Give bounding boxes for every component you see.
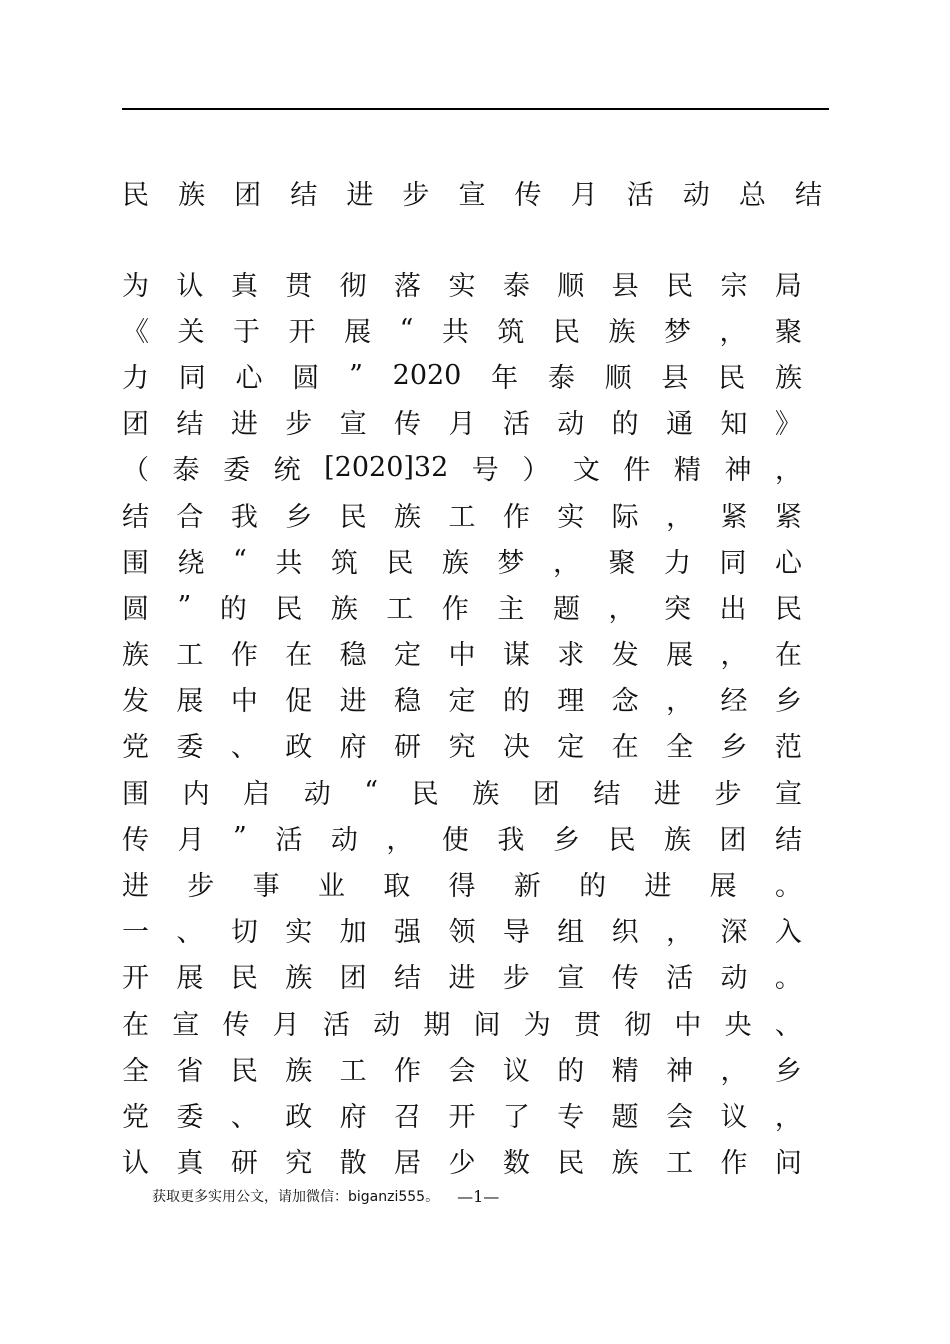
text-token: 了	[502, 1101, 530, 1133]
text-token: 结	[394, 963, 422, 995]
text-token: 紧	[774, 501, 802, 533]
text-token: 究	[448, 732, 476, 764]
title-char: 传	[514, 179, 542, 211]
text-token: 定	[448, 686, 476, 718]
text-token: 聚	[608, 547, 636, 579]
text-token: 贯	[285, 270, 313, 302]
text-token: 月	[272, 1009, 300, 1041]
text-token: 、	[230, 1101, 258, 1133]
text-token: 局	[774, 270, 802, 302]
text-token: 切	[230, 917, 258, 949]
text-token: 力	[122, 362, 149, 394]
text-token: 新	[513, 871, 541, 903]
text-token: 主	[497, 593, 525, 625]
text-token: 全	[122, 1055, 149, 1087]
text-line	[122, 260, 802, 306]
text-token: ”	[177, 590, 192, 622]
text-token: 际	[611, 501, 639, 533]
text-line	[122, 1138, 802, 1184]
text-token: 团	[719, 824, 747, 856]
text-line	[122, 999, 802, 1045]
text-token: 同	[719, 547, 747, 579]
text-token: 中	[230, 686, 258, 718]
text-token: 精	[673, 455, 701, 487]
text-token: 作	[720, 1148, 748, 1180]
text-token: 为	[523, 1009, 551, 1041]
text-token: 合	[176, 501, 204, 533]
text-token: 族	[330, 593, 358, 625]
text-token: 的	[611, 409, 639, 441]
text-token: 中	[448, 640, 476, 672]
text-token: 统	[273, 455, 301, 487]
text-token: 民	[666, 270, 694, 302]
text-token: 政	[285, 732, 313, 764]
text-token: 族	[608, 316, 636, 348]
text-token: 党	[122, 1101, 149, 1133]
text-token: 泰	[172, 455, 200, 487]
text-token: 民	[275, 593, 303, 625]
text-token: 同	[178, 362, 206, 394]
text-token: 展	[344, 316, 372, 348]
text-token: 业	[317, 871, 345, 903]
text-token: “	[364, 775, 379, 807]
title-char: 结	[290, 179, 318, 211]
text-token: 。	[774, 871, 802, 903]
text-token: 泰	[502, 270, 530, 302]
text-token: 在	[611, 732, 639, 764]
text-token: 题	[611, 1101, 639, 1133]
text-token: 族	[394, 501, 422, 533]
text-token: ，	[666, 501, 694, 533]
text-token: ，	[608, 593, 636, 625]
text-line	[122, 907, 802, 953]
text-token: 民	[339, 501, 367, 533]
text-token: ”	[233, 821, 247, 853]
text-token: 月	[177, 824, 205, 856]
text-token: 月	[448, 409, 476, 441]
text-token: 力	[663, 547, 691, 579]
text-token: ，	[774, 455, 802, 487]
text-token: 心	[775, 547, 802, 579]
text-token: 织	[611, 917, 639, 949]
text-token: 间	[473, 1009, 501, 1041]
text-token: 究	[285, 1148, 313, 1180]
text-token: 进	[644, 871, 672, 903]
text-token: 动	[720, 963, 748, 995]
text-token: 取	[383, 871, 411, 903]
text-token: 梦	[497, 547, 525, 579]
text-line	[122, 583, 802, 629]
text-token: 》	[774, 409, 802, 441]
text-token: 2020	[392, 359, 462, 391]
text-token: 族	[122, 640, 149, 672]
footer	[152, 1184, 499, 1208]
text-token: 深	[720, 917, 748, 949]
text-token: 作	[230, 640, 258, 672]
text-token: 族	[285, 963, 313, 995]
text-token: 研	[394, 732, 422, 764]
text-token: 居	[394, 1148, 422, 1180]
text-token: 民	[230, 1055, 258, 1087]
text-token: ，	[552, 547, 580, 579]
text-token: 在	[285, 640, 313, 672]
text-token: 精	[611, 1055, 639, 1087]
text-token: 展	[666, 640, 694, 672]
text-token: 专	[557, 1101, 585, 1133]
text-token: 梦	[663, 316, 691, 348]
text-token: ，	[720, 1055, 748, 1087]
text-token: 心	[235, 362, 263, 394]
text-token: 族	[285, 1055, 313, 1087]
text-token: 加	[339, 917, 367, 949]
text-token: 进	[122, 871, 149, 903]
text-token: 、	[774, 1009, 802, 1041]
text-token: 传	[122, 824, 149, 856]
title-char: 动	[682, 179, 710, 211]
text-token: 政	[285, 1101, 313, 1133]
text-token: 县	[661, 362, 689, 394]
text-token: 乡	[285, 501, 313, 533]
text-token: 决	[502, 732, 530, 764]
title-char: 步	[402, 179, 430, 211]
text-token: 展	[176, 686, 204, 718]
text-line	[122, 537, 802, 583]
text-token: 委	[176, 732, 204, 764]
text-token: 顺	[557, 270, 585, 302]
text-token: 突	[663, 593, 691, 625]
text-line	[122, 630, 802, 676]
text-token: 彻	[624, 1009, 652, 1041]
text-token: 央	[724, 1009, 752, 1041]
text-token: 彻	[339, 270, 367, 302]
text-line	[122, 768, 802, 814]
page-number: —1—	[457, 1186, 500, 1206]
text-token: （	[122, 455, 149, 487]
title-char: 族	[178, 179, 206, 211]
text-token: 为	[122, 270, 149, 302]
text-token: 团	[532, 778, 560, 810]
text-token: 筑	[497, 316, 525, 348]
text-token: 府	[339, 1101, 367, 1133]
text-token: 件	[623, 455, 651, 487]
text-token: 团	[339, 963, 367, 995]
text-token: 团	[122, 409, 149, 441]
text-token: “	[399, 313, 414, 345]
text-token: 进	[339, 686, 367, 718]
text-line	[122, 722, 802, 768]
text-line	[122, 1045, 802, 1091]
text-token: 民	[230, 963, 258, 995]
text-token: 进	[448, 963, 476, 995]
text-token: 进	[653, 778, 681, 810]
header-rule	[122, 108, 829, 110]
text-token: 落	[394, 270, 422, 302]
text-token: 党	[122, 732, 149, 764]
text-token: 委	[176, 1101, 204, 1133]
text-token: 开	[122, 963, 149, 995]
text-token: 进	[230, 409, 258, 441]
text-token: 研	[230, 1148, 258, 1180]
title-char: 进	[346, 179, 374, 211]
text-token: 的	[502, 686, 530, 718]
text-token: 认	[122, 1148, 149, 1180]
text-token: 圆	[292, 362, 320, 394]
text-token: 真	[176, 1148, 204, 1180]
text-token: 内	[182, 778, 210, 810]
text-token: 民	[775, 593, 802, 625]
text-token: 委	[223, 455, 251, 487]
text-token: 宣	[339, 409, 367, 441]
text-token: 求	[557, 640, 585, 672]
text-token: 少	[448, 1148, 476, 1180]
text-token: 宣	[775, 778, 802, 810]
text-token: 在	[774, 640, 802, 672]
text-token: 发	[611, 640, 639, 672]
text-token: 传	[222, 1009, 250, 1041]
text-token: 结	[176, 409, 204, 441]
text-token: 宗	[720, 270, 748, 302]
title-char: 总	[738, 179, 766, 211]
text-token: 族	[472, 778, 500, 810]
text-token: 民	[411, 778, 439, 810]
text-token: ，	[666, 917, 694, 949]
text-token: 宣	[172, 1009, 200, 1041]
text-token: 泰	[547, 362, 575, 394]
text-token: 乡	[552, 824, 580, 856]
text-token: 族	[663, 824, 691, 856]
text-token: 工	[666, 1148, 694, 1180]
text-token: 共	[441, 316, 469, 348]
title-char: 结	[794, 179, 822, 211]
text-line	[122, 860, 802, 906]
text-token: 一	[122, 917, 149, 949]
text-token: 省	[176, 1055, 204, 1087]
text-token: 范	[774, 732, 802, 764]
text-token: 结	[775, 824, 802, 856]
title-char: 月	[570, 179, 598, 211]
text-token: 年	[491, 362, 519, 394]
text-token: 的	[579, 871, 607, 903]
text-token: 全	[666, 732, 694, 764]
text-token: 文	[572, 455, 600, 487]
text-token: ，	[666, 686, 694, 718]
text-token: 府	[339, 732, 367, 764]
text-token: 传	[394, 409, 422, 441]
text-token: 民	[718, 362, 746, 394]
text-token: 实	[285, 917, 313, 949]
text-token: 念	[611, 686, 639, 718]
text-token: 稳	[339, 640, 367, 672]
text-token: 散	[339, 1148, 367, 1180]
text-token: 动	[557, 409, 585, 441]
text-token: 作	[441, 593, 469, 625]
text-token: 认	[176, 270, 204, 302]
text-token: 步	[285, 409, 313, 441]
text-token: 启	[243, 778, 271, 810]
text-token: 、	[230, 732, 258, 764]
title-char: 宣	[458, 179, 486, 211]
text-token: 开	[288, 316, 316, 348]
text-token: 通	[666, 409, 694, 441]
text-token: 宣	[557, 963, 585, 995]
text-token: 贯	[573, 1009, 601, 1041]
text-token: 经	[720, 686, 748, 718]
text-token: 我	[497, 824, 525, 856]
text-token: 展	[709, 871, 737, 903]
text-line	[122, 491, 802, 537]
text-token: 工	[448, 501, 476, 533]
text-token: ”	[349, 359, 363, 391]
title-char: 民	[122, 179, 149, 211]
text-token: 结	[122, 501, 149, 533]
text-token: 开	[448, 1101, 476, 1133]
text-token: 题	[552, 593, 580, 625]
text-token: 导	[502, 917, 530, 949]
text-token: 于	[233, 316, 261, 348]
text-token: 实	[448, 270, 476, 302]
text-token: 。	[774, 963, 802, 995]
text-token: 得	[448, 871, 476, 903]
text-token: 族	[441, 547, 469, 579]
text-token: 围	[122, 778, 149, 810]
text-token: 会	[448, 1055, 476, 1087]
text-line	[122, 445, 802, 491]
text-line	[122, 352, 802, 398]
text-token: 步	[187, 871, 215, 903]
text-token: ，	[719, 316, 747, 348]
text-token: 乡	[774, 686, 802, 718]
text-token: 活	[275, 824, 303, 856]
text-token: 议	[720, 1101, 748, 1133]
text-token: 结	[593, 778, 621, 810]
text-token: 期	[423, 1009, 451, 1041]
text-token: 筑	[330, 547, 358, 579]
text-token: 展	[176, 963, 204, 995]
text-token: 活	[322, 1009, 350, 1041]
text-token: 圆	[122, 593, 149, 625]
text-token: ，	[720, 640, 748, 672]
text-token: 作	[394, 1055, 422, 1087]
text-token: 围	[122, 547, 149, 579]
text-token: 议	[502, 1055, 530, 1087]
text-token: ）	[522, 455, 550, 487]
text-token: 动	[303, 778, 331, 810]
text-token: 的	[557, 1055, 585, 1087]
text-token: 乡	[774, 1055, 802, 1087]
text-token: 知	[720, 409, 748, 441]
text-token: 入	[774, 917, 802, 949]
text-token: 活	[666, 963, 694, 995]
text-token: 真	[230, 270, 258, 302]
text-token: 民	[608, 824, 636, 856]
text-token: 绕	[177, 547, 205, 579]
text-token: 的	[219, 593, 247, 625]
text-line	[122, 1091, 802, 1137]
text-token: 实	[557, 501, 585, 533]
text-token: 发	[122, 686, 149, 718]
text-token: 理	[557, 686, 585, 718]
text-token: 工	[339, 1055, 367, 1087]
text-token: 中	[674, 1009, 702, 1041]
text-token: 我	[230, 501, 258, 533]
text-token: 族	[611, 1148, 639, 1180]
text-line	[122, 306, 802, 352]
text-token: 出	[719, 593, 747, 625]
text-token: 活	[502, 409, 530, 441]
text-token: 会	[666, 1101, 694, 1133]
footer-note: 获取更多实用公文，请加微信：biganzi555。	[152, 1189, 440, 1205]
text-token: 工	[176, 640, 204, 672]
text-token: 动	[373, 1009, 401, 1041]
text-token: 《	[122, 316, 149, 348]
text-token: 谋	[502, 640, 530, 672]
text-token: 工	[386, 593, 414, 625]
text-token: 数	[502, 1148, 530, 1180]
text-token: 组	[557, 917, 585, 949]
text-token: 神	[666, 1055, 694, 1087]
text-token: 动	[330, 824, 358, 856]
text-line	[122, 399, 802, 445]
text-token: 作	[502, 501, 530, 533]
title-char: 活	[626, 179, 654, 211]
text-token: [2020]32	[324, 452, 449, 484]
text-token: 族	[774, 362, 802, 394]
text-line	[122, 676, 802, 722]
text-token: 传	[611, 963, 639, 995]
text-token: 乡	[720, 732, 748, 764]
text-token: ，	[386, 824, 414, 856]
text-line	[122, 953, 802, 999]
text-token: 定	[557, 732, 585, 764]
text-token: 民	[386, 547, 414, 579]
document-title	[122, 172, 822, 212]
text-token: 紧	[720, 501, 748, 533]
title-char: 团	[234, 179, 262, 211]
text-token: 步	[502, 963, 530, 995]
text-token: 关	[177, 316, 205, 348]
text-token: 神	[724, 455, 752, 487]
text-token: 强	[394, 917, 422, 949]
text-token: “	[233, 544, 247, 576]
text-token: 共	[275, 547, 303, 579]
text-token: 促	[285, 686, 313, 718]
text-token: 顺	[604, 362, 632, 394]
text-token: 问	[774, 1148, 802, 1180]
text-token: 定	[394, 640, 422, 672]
text-token: 召	[394, 1101, 422, 1133]
text-token: 聚	[775, 316, 802, 348]
text-token: 民	[552, 316, 580, 348]
text-token: 号	[471, 455, 499, 487]
text-token: 县	[611, 270, 639, 302]
text-token: 民	[557, 1148, 585, 1180]
text-token: 领	[448, 917, 476, 949]
text-token: 事	[252, 871, 280, 903]
text-token: 、	[176, 917, 204, 949]
text-token: 在	[122, 1009, 149, 1041]
text-token: ，	[774, 1101, 802, 1133]
text-token: 使	[441, 824, 469, 856]
text-token: 步	[714, 778, 742, 810]
text-token: 稳	[394, 686, 422, 718]
body-text	[122, 260, 802, 1184]
text-line	[122, 814, 802, 860]
